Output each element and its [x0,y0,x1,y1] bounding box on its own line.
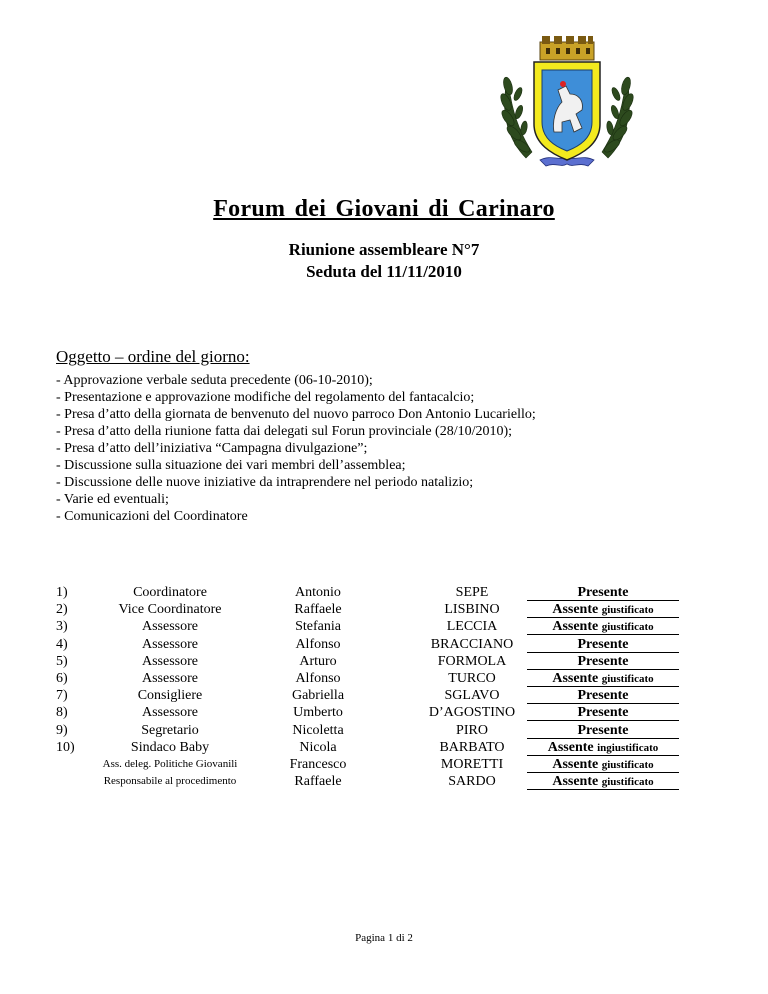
attendance-status [527,722,679,739]
row-number: 1) [56,585,68,600]
member-last-name: FORMOLA [437,653,507,669]
coat-of-arms-icon [496,28,638,174]
member-last-name: TURCO [448,671,496,686]
member-first-name: Francesco [289,757,347,772]
member-last-name: PIRO [456,722,488,738]
status-label: Presente [577,688,629,704]
member-role: Assessore [142,636,198,652]
status-note: ingiustificato [597,741,659,754]
member-role: Coordinatore [133,585,207,600]
attendance-status [527,773,679,790]
row-number: 3) [56,619,68,635]
table-row [0,584,768,601]
agenda-item: - Varie ed eventuali; [56,492,169,507]
row-number: 6) [56,671,68,686]
attendance-status [527,704,679,721]
agenda-item: - Discussione delle nuove iniziative da intraprendere nel periodo natalizio; [56,475,474,490]
member-last-name: BARBATO [439,739,505,755]
member-first-name: Nicoletta [292,722,344,738]
table-row [0,687,768,704]
member-last-name: BRACCIANO [430,636,514,652]
status-label: Presente [577,636,629,652]
agenda-item: - Comunicazioni del Coordinatore [56,509,248,524]
agenda-item: - Discussione sulla situazione dei vari membri dell’assemblea; [56,458,406,473]
agenda-item: - Presa d’atto della giornata de benvenuto del nuovo parroco Don Antonio Lucariello; [56,407,536,422]
member-role: Vice Coordinatore [118,602,222,618]
member-first-name: Raffaele [294,774,342,790]
session-date: Seduta del 11/11/2010 [306,262,462,281]
member-first-name: Antonio [295,585,341,600]
member-last-name: SEPE [455,585,489,600]
page-number: Pagina 1 di 2 [355,932,413,944]
table-row [0,618,768,635]
table-row [0,722,768,739]
table-row [0,704,768,721]
status-label: Presente [577,585,629,600]
member-first-name: Stefania [295,619,341,635]
table-row [0,601,768,618]
attendance-status [527,601,679,618]
status-note: giustificato [601,621,654,634]
member-role: Sindaco Baby [130,739,210,755]
agenda-list [56,372,536,525]
row-number: 10) [56,739,75,755]
attendance-status [527,756,679,773]
member-role: Assessore [142,671,198,686]
member-role: Responsabile al procedimento [103,775,237,788]
member-role: Consigliere [137,688,203,704]
attendance-status [527,584,679,601]
member-first-name: Alfonso [295,636,341,652]
status-label: Presente [577,722,629,738]
status-label: Assente [547,739,594,755]
row-number: 4) [56,636,68,652]
member-last-name: LECCIA [446,619,498,635]
attendance-status [527,653,679,670]
member-last-name: MORETTI [440,757,504,772]
attendance-status [527,636,679,653]
member-first-name: Arturo [299,653,337,669]
row-number: 8) [56,705,68,721]
agenda-item: - Approvazione verbale seduta precedente (06-10-2010); [56,373,373,388]
member-last-name: LISBINO [444,602,500,618]
attendance-status [527,618,679,635]
row-number: 7) [56,688,68,704]
member-first-name: Nicola [299,739,337,755]
meeting-number: Riunione assembleare N°7 [288,240,480,259]
member-role: Assessore [142,619,198,635]
status-label: Assente [552,602,599,618]
member-last-name: D’AGOSTINO [428,705,516,721]
attendance-status [527,739,679,756]
table-row [0,670,768,687]
status-note: giustificato [601,673,654,685]
table-row [0,636,768,653]
table-row [0,653,768,670]
status-note: giustificato [601,776,654,789]
status-label: Assente [552,671,599,686]
agenda-item: - Presa d’atto dell’iniziativa “Campagna divulgazione”; [56,441,368,456]
attendance-status [527,687,679,704]
status-label: Presente [577,705,629,721]
member-first-name: Gabriella [291,688,345,704]
member-first-name: Alfonso [295,671,341,686]
status-label: Assente [552,757,599,772]
page-title: Forum dei Giovani di Carinaro [213,196,555,222]
status-label: Assente [552,774,599,790]
table-row [0,739,768,756]
status-label: Assente [552,619,599,635]
member-last-name: SARDO [448,774,496,790]
member-role: Ass. deleg. Politiche Giovanili [102,758,238,770]
member-role: Assessore [142,653,198,669]
row-number: 2) [56,602,68,618]
member-first-name: Raffaele [294,602,342,618]
row-number: 5) [56,653,68,669]
status-note: giustificato [601,759,654,771]
member-role: Assessore [142,705,198,721]
agenda-item: - Presa d’atto della riunione fatta dai delegati sul Forun provinciale (28/10/2010); [56,424,513,439]
agenda-heading: Oggetto – ordine del giorno: [56,347,250,366]
status-note: giustificato [601,604,654,617]
member-role: Segretario [141,722,199,738]
member-last-name: SGLAVO [444,688,500,704]
row-number: 9) [56,722,68,738]
member-first-name: Umberto [293,705,343,721]
table-row [0,756,768,773]
table-row [0,773,768,790]
status-label: Presente [577,653,629,669]
attendance-status [527,670,679,687]
agenda-item: - Presentazione e approvazione modifiche del regolamento del fantacalcio; [56,390,475,405]
